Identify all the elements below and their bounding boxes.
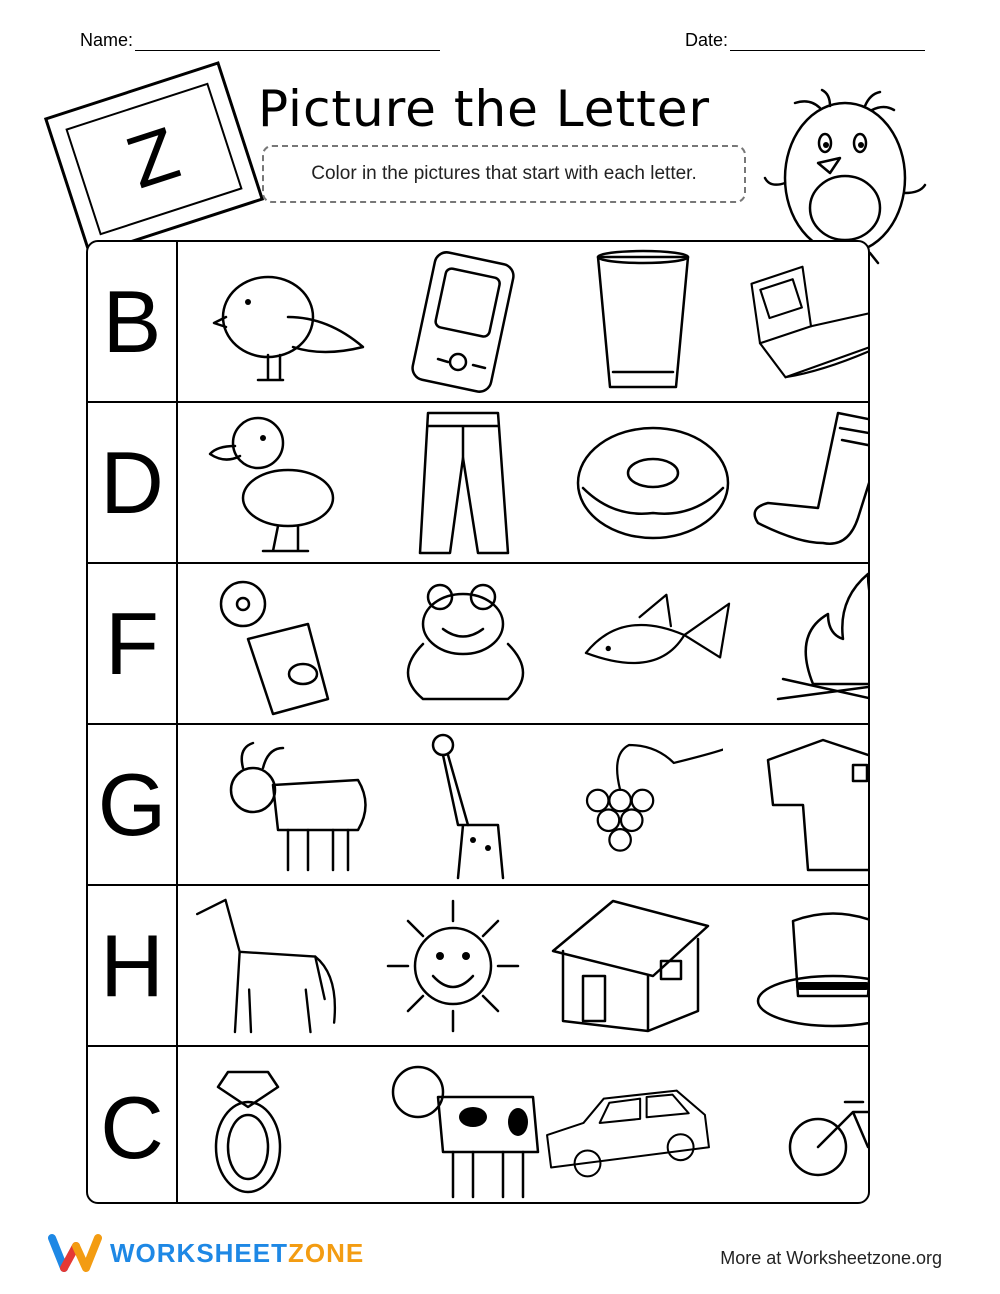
row-h [88, 886, 868, 1047]
cow-icon[interactable] [378, 1052, 548, 1202]
instructions-box [262, 145, 746, 203]
letter-card [44, 61, 264, 257]
row-letter: F [88, 564, 178, 723]
donut-icon[interactable] [568, 408, 738, 558]
page-title: Picture the Letter [258, 80, 711, 138]
name-label: Name: [80, 30, 134, 50]
shirt-icon[interactable] [748, 730, 870, 880]
row-letter: C [88, 1047, 178, 1204]
instructions-text: Color in the pictures that start with each letter. [311, 163, 697, 184]
row-f [88, 564, 868, 725]
date-line[interactable] [730, 32, 925, 51]
brand-part2: ZONE [288, 1237, 365, 1268]
bicycle-icon[interactable] [783, 1052, 870, 1202]
row-letter: G [88, 725, 178, 884]
phone-icon[interactable] [378, 247, 548, 397]
row-letter: B [88, 242, 178, 401]
ring-icon[interactable] [183, 1052, 353, 1202]
giraffe-icon[interactable] [388, 730, 558, 880]
frog-icon[interactable] [378, 569, 548, 719]
brand-name [110, 1238, 364, 1269]
bird-icon[interactable] [198, 247, 368, 397]
name-line[interactable] [135, 32, 440, 51]
worksheetzone-logo[interactable] [48, 1232, 364, 1274]
sun-icon[interactable] [368, 891, 538, 1041]
date-field[interactable] [685, 30, 925, 51]
letter-grid [86, 240, 870, 1204]
glass-icon[interactable] [558, 247, 728, 397]
can-icon[interactable] [203, 569, 373, 719]
logo-icon [48, 1232, 102, 1274]
horse-icon[interactable] [183, 891, 353, 1041]
goat-icon[interactable] [218, 730, 388, 880]
duck-icon[interactable] [203, 408, 373, 558]
row-letter: H [88, 886, 178, 1045]
row-b [88, 242, 868, 403]
row-d [88, 403, 868, 564]
hat-icon[interactable] [748, 891, 870, 1041]
name-field[interactable] [80, 30, 440, 51]
card-letter: Z [65, 83, 242, 236]
row-letter: D [88, 403, 178, 562]
bed-icon[interactable] [743, 247, 870, 397]
fire-icon[interactable] [768, 569, 870, 719]
sock-icon[interactable] [748, 408, 870, 558]
row-c [88, 1047, 868, 1204]
grapes-icon[interactable] [553, 730, 723, 880]
date-label: Date: [685, 30, 729, 50]
row-g [88, 725, 868, 886]
footer-link[interactable]: More at Worksheetzone.org [720, 1248, 942, 1268]
brand-part1: WORKSHEET [110, 1237, 288, 1268]
car-icon[interactable] [543, 1052, 713, 1202]
jeans-icon[interactable] [378, 408, 548, 558]
fish-icon[interactable] [568, 569, 738, 719]
house-icon[interactable] [543, 891, 713, 1041]
